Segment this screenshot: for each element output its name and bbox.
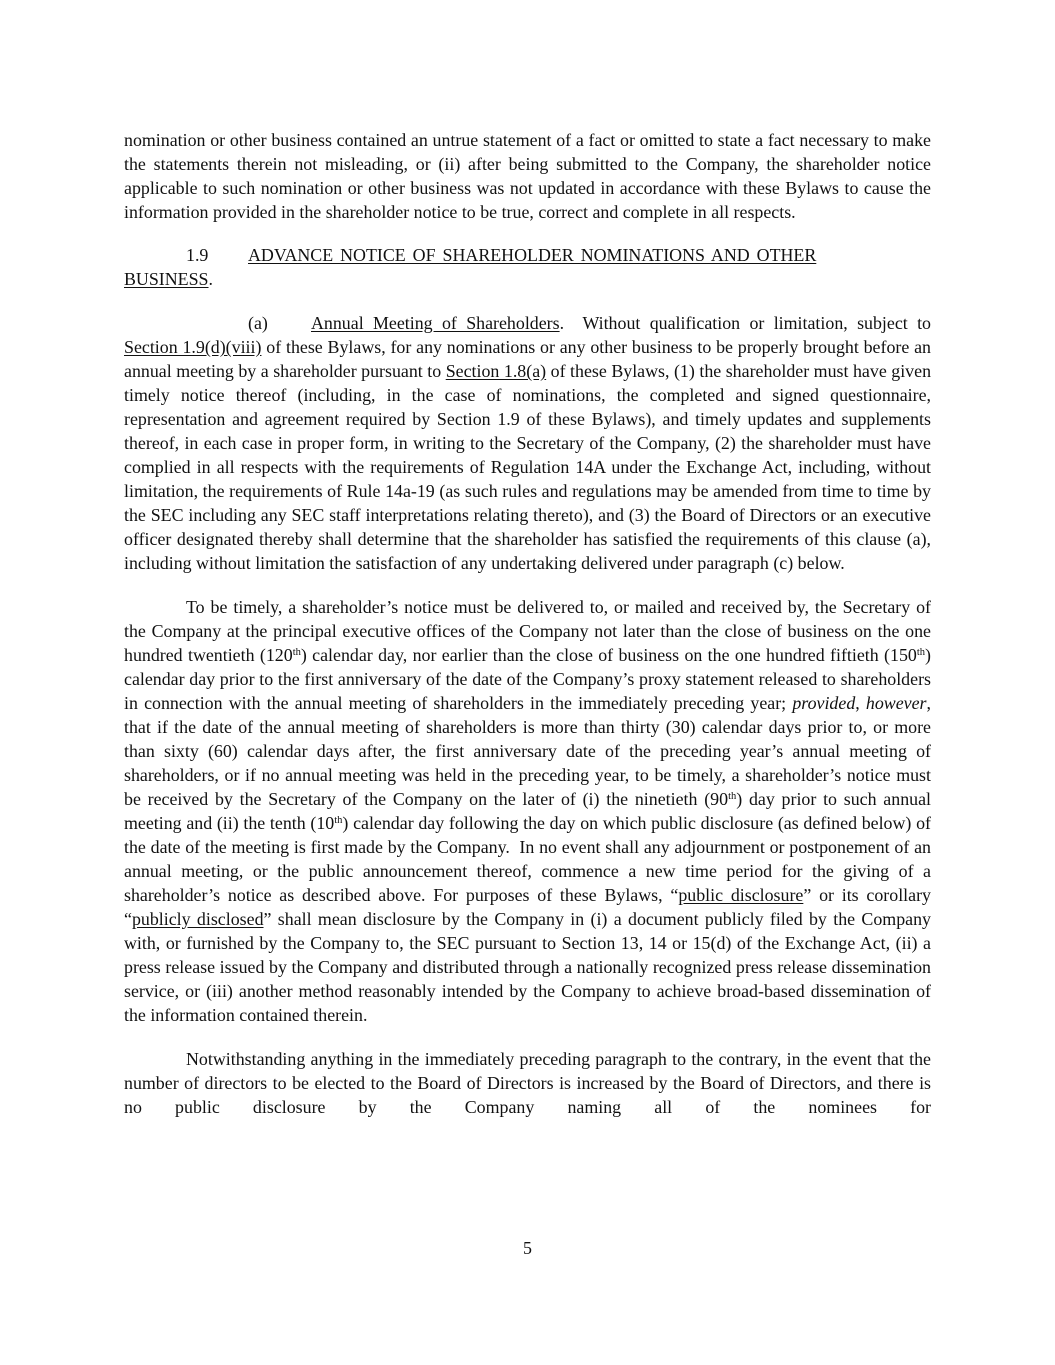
timely-text-7: ) calendar day following the day on which public disclosure (as defined below) of the date of the meeting is first made by the Company. In no event shall any adjournment or postponement of an annual meeting, or the public announcement thereof, commence a new time period for the giving of a shareholder’s notice as described above. For purposes of these Bylaws, “ xyxy=(124,813,936,905)
timely-text-6: ) day prior to such annual meeting and (ii) the tenth (10 xyxy=(124,789,931,833)
term-public-disclosure: public disclosure xyxy=(678,885,804,905)
timely-text-9: ” shall mean disclosure by the Company in (i) a document publicly filed by the Company with, or furnished by the Company to, the SEC pursuant to Section 13, 14 or 15(d) of the Exchange Act, (ii) a press release issued by the Company and distributed through a nationally recognized press release dissemination service, or (iii) another method reasonably intended by the Company to achieve broad-based dissemination of the information contained therein. xyxy=(124,909,931,1025)
timely-text-1: To be timely, a shareholder’s notice must be delivered to, or mailed and received by, the Secretary of the Company at the principal executive offices of the Company not later than the close of business on the one hundred twentieth (120 xyxy=(124,597,931,665)
section-title-line1: ADVANCE NOTICE OF SHAREHOLDER NOMINATIONS AND OTHER xyxy=(248,245,817,265)
timely-text-8: ” or its corollary “ xyxy=(124,885,931,929)
timely-italic-provided: provided xyxy=(792,693,856,713)
timely-text-4: , xyxy=(855,693,866,713)
clause-a-text-3: of these Bylaws, (1) the shareholder must have given timely notice thereof (including, in the case of nominations, the completed and signed questionnaire, representation and agreement required by Section 1.9 of these Bylaws), and timely updates and supplements thereof, in each case in proper form, in writing to the Secretary of the Company, (2) the shareholder must have complied in all respects with the requirements of Regulation 14A under the Exchange Act, including, without limitation, the requirements of Rule 14a-19 (as such rules and regulations may be amended from time to time by the SEC including any SEC staff interpretations relating thereto), and (3) the Board of Directors or an executive officer designated thereby shall determine that the shareholder has satisfied the requirements of this clause (a), including without limitation the satisfaction of any undertaking delivered under paragraph (c) below. xyxy=(124,361,932,573)
timely-text-5: , that if the date of the annual meeting of shareholders is more than thirty (30) calendar days prior to, or more than sixty (60) calendar days after, the first anniversary date of the preceding year’s annual meeting of shareholders, or if no annual meeting was held in the preceding year, to be timely, a shareholder’s notice must be received by the Secretary of the Company on the later of (i) the ninetieth (90 xyxy=(124,693,931,809)
section-title-line2: BUSINESS xyxy=(124,269,209,289)
section-number-indent xyxy=(124,243,209,267)
timely-sup-3: th xyxy=(728,791,737,802)
clause-a-label: (a) xyxy=(248,313,268,333)
timely-sup-1: th xyxy=(292,647,301,658)
section-title-end: . xyxy=(208,269,213,289)
intro-paragraph: nomination or other business contained an untrue statement of a fact or omitted to state a fact necessary to make the statements therein not misleading, or (ii) after being submitted to the Company, the shareholder notice applicable to such nomination or other business was not updated in accordance with these Bylaws to cause the information provided in the shareholder notice to be true, correct and complete in all respects. xyxy=(124,130,931,222)
section-heading xyxy=(124,243,931,291)
clause-a-heading: Annual Meeting of Shareholders xyxy=(311,313,560,333)
document-page xyxy=(124,128,936,1119)
clause-a-paragraph xyxy=(124,311,936,575)
notwithstanding-text: Notwithstanding anything in the immediately preceding paragraph to the contrary, in the event that the number of directors to be elected to the Board of Directors is increased by the Board of Directors, and there is no public disclosure by the Company naming all of the nominees for xyxy=(124,1049,931,1117)
timely-sup-4: th xyxy=(334,815,343,826)
timely-text-2: ) calendar day, nor earlier than the close of business on the one hundred fiftieth (150 xyxy=(300,645,917,665)
clause-a-heading-end: . xyxy=(559,313,565,333)
notwithstanding-paragraph xyxy=(124,1047,931,1119)
clause-a-ref-2: Section 1.8(a) xyxy=(445,361,547,381)
timely-paragraph xyxy=(124,595,936,1027)
term-publicly-disclosed: publicly disclosed xyxy=(131,909,264,929)
clause-a-text-1: Without qualification or limitation, subject to xyxy=(564,313,936,333)
timely-sup-2: th xyxy=(916,647,926,658)
timely-text-3: ) calendar day prior to the first anniversary of the date of the Company’s proxy statement released to shareholders in connection with the annual meeting of shareholders in the immediately preceding year; xyxy=(124,645,931,713)
clause-a-ref-1: Section 1.9(d)(viii) xyxy=(124,337,262,357)
section-number: 1.9 xyxy=(186,245,209,265)
timely-italic-however: however xyxy=(865,693,927,713)
clause-a-text-2: of these Bylaws, for any nominations or any other business to be properly brought before an annual meeting by a shareholder pursuant to xyxy=(124,337,931,381)
page-number: 5 xyxy=(523,1238,532,1258)
clause-a-indent xyxy=(124,311,311,335)
